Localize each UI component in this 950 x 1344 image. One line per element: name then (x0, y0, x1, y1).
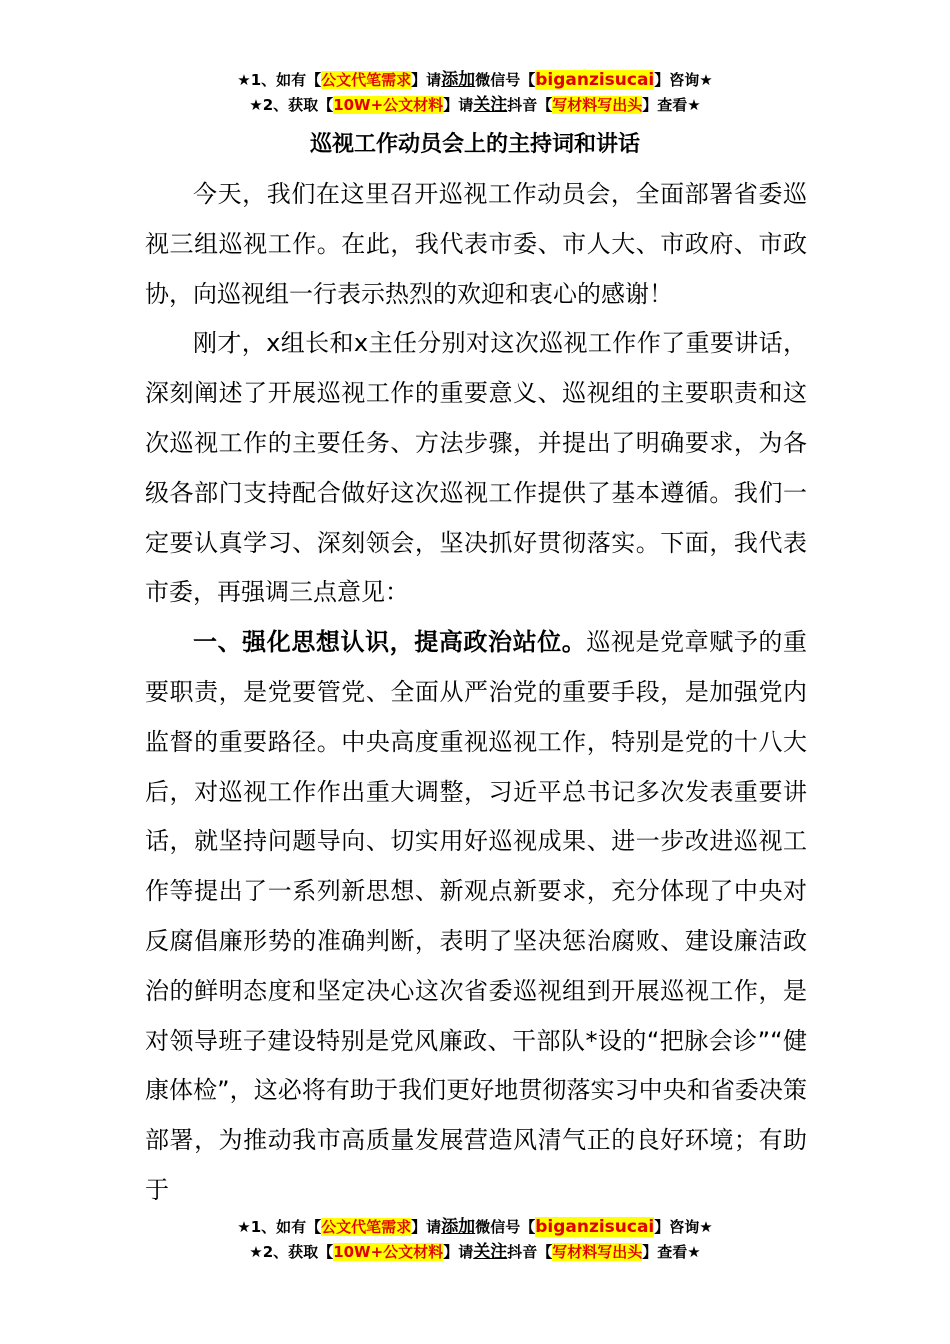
promo-text: 】请 (443, 96, 474, 114)
promo-text: 微信号【 (475, 1218, 536, 1236)
promo-highlight: 写材料写出头 (552, 1243, 643, 1261)
promo-underline: 添加 (441, 70, 476, 90)
promo-highlight: biganzisucai (535, 70, 655, 90)
promo-highlight: 公文代笔需求 (321, 1218, 412, 1236)
section-heading: 一、强化思想认识，提高政治站位。 (193, 628, 587, 657)
promo-highlight: 10W+公文材料 (333, 1243, 444, 1261)
promo-line-1 (0, 1215, 950, 1240)
promo-text: 】咨询★ (654, 1218, 713, 1236)
promo-underline: 关注 (473, 95, 508, 115)
promo-highlight: 公文代笔需求 (321, 71, 412, 89)
promo-text: ★2、获取【 (249, 96, 334, 114)
promo-text: ★1、如有【 (237, 1218, 322, 1236)
promo-line-2 (0, 1240, 950, 1265)
promo-text: 抖音【 (507, 96, 553, 114)
promo-text: ★2、获取【 (249, 1243, 334, 1261)
promo-banner-top (0, 68, 950, 118)
document-title: 巡视工作动员会上的主持词和讲话 (309, 132, 640, 157)
promo-highlight: 10W+公文材料 (333, 96, 444, 114)
paragraph-3 (145, 618, 807, 1216)
paragraph-3-text: 巡视是党章赋予的重要职责，是党要管党、全面从严治党的重要手段，是加强党内监督的重要路径。中央高度重视巡视工作，特别是党的十八大后，对巡视工作作出重大调整，习近平总书记多次发表重要讲话，就坚持问题导向、切实用好巡视成果、进一步改进巡视工作等提出了一系列新思想、新观点新要求，充分体现了中央对反腐倡廉形势的准确判断，表明了坚决惩治腐败、建设廉洁政治的鲜明态度和坚定决心这次省委巡视组到开展巡视工作，是对领导班子建设特别是党风廉政、干部队*设的“把脉会诊”“健康体检”，这必将有助于我们更好地贯彻落实习中央和省委决策部署，为推动我市高质量发展营造风清气正的良好环境；有助于 (145, 628, 808, 1204)
promo-text: 微信号【 (475, 71, 536, 89)
promo-line-2 (0, 93, 950, 118)
promo-line-1 (0, 68, 950, 93)
promo-text: 】咨询★ (654, 71, 713, 89)
promo-highlight: biganzisucai (535, 1217, 655, 1237)
promo-underline: 添加 (441, 1217, 476, 1237)
promo-text: 抖音【 (507, 1243, 553, 1261)
promo-highlight: 写材料写出头 (552, 96, 643, 114)
promo-text: 】请 (411, 71, 442, 89)
promo-text: ★1、如有【 (237, 71, 322, 89)
promo-underline: 关注 (473, 1242, 508, 1262)
promo-text: 】查看★ (642, 1243, 701, 1261)
promo-banner-bottom (0, 1215, 950, 1265)
promo-text: 】请 (443, 1243, 474, 1261)
document-body (145, 170, 807, 1216)
promo-text: 】查看★ (642, 96, 701, 114)
paragraph-1: 今天，我们在这里召开巡视工作动员会，全面部署省委巡视三组巡视工作。在此，我代表市委、市人大、市政府、市政协，向巡视组一行表示热烈的欢迎和衷心的感谢！ (145, 180, 807, 308)
promo-text: 】请 (411, 1218, 442, 1236)
paragraph-2: 刚才，x组长和x主任分别对这次巡视工作作了重要讲话，深刻阐述了开展巡视工作的重要意义、巡视组的主要职责和这次巡视工作的主要任务、方法步骤，并提出了明确要求，为各级各部门支持配合做好这次巡视工作提供了基本遵循。我们一定要认真学习、深刻领会，坚决抓好贯彻落实。下面，我代表市委，再强调三点意见： (145, 329, 807, 607)
